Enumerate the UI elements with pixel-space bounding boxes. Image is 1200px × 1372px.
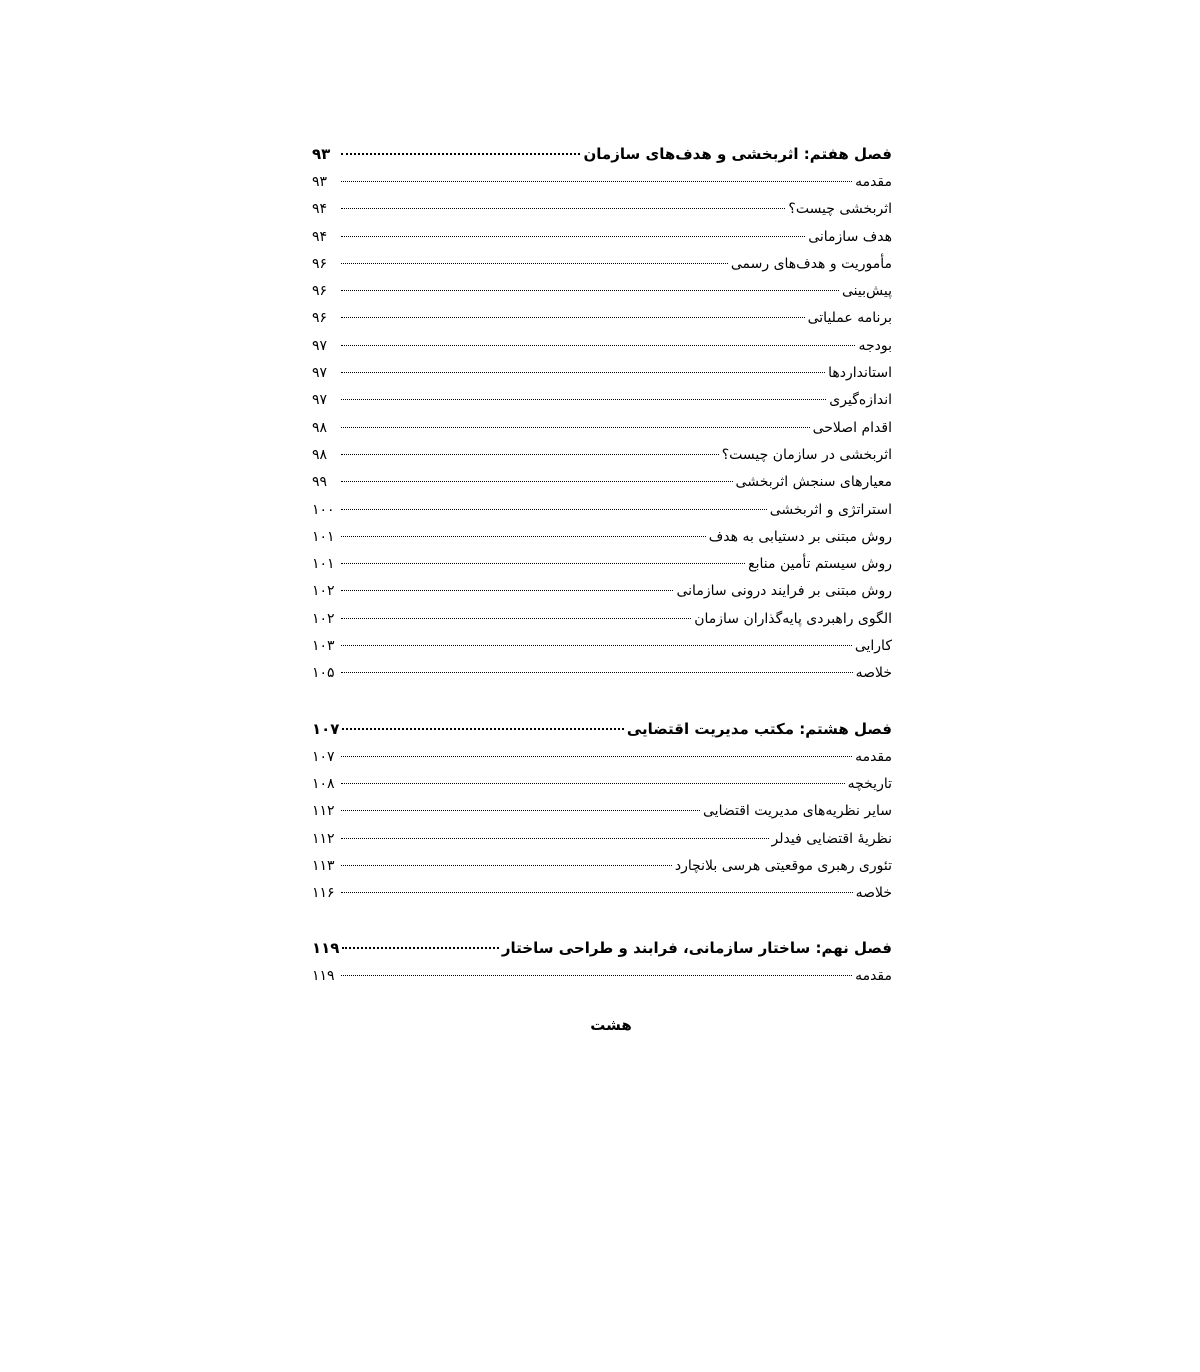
- chapter-heading: [312, 140, 892, 169]
- toc-section-chapter-7: [312, 140, 892, 688]
- dot-leader: [341, 975, 852, 976]
- dot-leader: [341, 865, 672, 866]
- toc-entry: [312, 196, 892, 223]
- dot-leader: [341, 345, 855, 346]
- toc-entry: [312, 278, 892, 305]
- entry-page-number: ۹۷: [312, 392, 328, 409]
- dot-leader: [341, 838, 769, 839]
- entry-page-number: ۹۳: [312, 174, 328, 190]
- chapter-page-number: ۱۱۹: [312, 939, 340, 958]
- entry-title: اثربخشی در سازمان چیست؟: [721, 446, 892, 463]
- dot-leader: [341, 783, 845, 784]
- dot-leader: [341, 317, 805, 318]
- dot-leader: [341, 153, 580, 155]
- chapter-heading: [312, 934, 892, 963]
- entry-title: خلاصه: [855, 665, 892, 682]
- dot-leader: [341, 481, 733, 482]
- entry-title: پیش‌بینی: [842, 283, 892, 300]
- toc-entry: [312, 551, 892, 578]
- table-of-contents: [312, 140, 892, 1018]
- toc-entry: [312, 415, 892, 442]
- entry-page-number: ۹۶: [312, 255, 328, 272]
- dot-leader: [341, 236, 805, 237]
- chapter-page-number: ۱۰۷: [312, 719, 340, 738]
- dot-leader: [341, 290, 839, 291]
- toc-entry: [312, 633, 892, 660]
- toc-entry: [312, 387, 892, 414]
- toc-entry: [312, 578, 892, 605]
- toc-entry: [312, 880, 892, 907]
- entry-page-number: ۱۱۹: [312, 968, 335, 985]
- entry-title: کارایی: [854, 638, 892, 655]
- toc-entry: [312, 333, 892, 360]
- toc-entry: [312, 305, 892, 332]
- toc-entry: [312, 251, 892, 278]
- entry-page-number: ۱۰۰: [312, 501, 335, 518]
- page-number-footer: هشت: [590, 1016, 632, 1034]
- chapter-title: فصل هشتم: مکتب مدیریت اقتضایی: [626, 719, 892, 738]
- entry-page-number: ۱۰۱: [312, 556, 335, 573]
- entry-title: تاریخچه: [847, 775, 892, 792]
- toc-entry: [312, 744, 892, 771]
- toc-entry: [312, 169, 892, 196]
- entry-title: هدف سازمانی: [808, 228, 892, 245]
- entry-page-number: ۱۰۵: [312, 665, 335, 682]
- entry-page-number: ۱۱۶: [312, 885, 335, 902]
- toc-entry: [312, 224, 892, 251]
- dot-leader: [341, 536, 706, 537]
- entry-title: بودجه: [858, 337, 892, 354]
- dot-leader: [341, 618, 691, 619]
- entry-title: روش مبتنی بر دستیابی به هدف: [708, 528, 892, 545]
- toc-entry: [312, 606, 892, 633]
- entry-page-number: ۱۰۸: [312, 775, 335, 792]
- dot-leader: [341, 563, 745, 564]
- entry-title: سایر نظریه‌های مدیریت اقتضایی: [703, 803, 892, 820]
- entry-title: معیارهای سنجش اثربخشی: [735, 474, 892, 491]
- toc-entry: [312, 826, 892, 853]
- dot-leader: [341, 756, 852, 757]
- entry-page-number: ۱۰۱: [312, 528, 335, 545]
- entry-title: اقدام اصلاحی: [812, 419, 892, 436]
- entry-page-number: ۹۷: [312, 365, 328, 382]
- entry-page-number: ۹۶: [312, 283, 328, 300]
- entry-title: اثربخشی چیست؟: [788, 201, 892, 218]
- entry-page-number: ۱۱۳: [312, 857, 335, 874]
- dot-leader: [341, 263, 728, 264]
- dot-leader: [341, 672, 853, 673]
- entry-page-number: ۹۴: [312, 228, 328, 245]
- toc-entry: [312, 360, 892, 387]
- entry-title: استراتژی و اثربخشی: [769, 501, 892, 518]
- entry-page-number: ۹۸: [312, 419, 328, 436]
- chapter-page-number: ۹۳: [312, 145, 331, 163]
- dot-leader: [342, 728, 623, 730]
- entry-page-number: ۱۰۷: [312, 748, 335, 765]
- entry-page-number: ۹۴: [312, 201, 328, 218]
- dot-leader: [341, 372, 825, 373]
- entry-page-number: ۹۸: [312, 446, 328, 463]
- entry-title: مقدمه: [855, 748, 892, 765]
- entry-page-number: ۹۷: [312, 337, 328, 354]
- chapter-title: فصل نهم: ساختار سازمانی، فرابند و طراحی ساختار: [501, 939, 892, 958]
- toc-entry: [312, 497, 892, 524]
- entry-page-number: ۹۹: [312, 474, 328, 491]
- entry-title: اندازه‌گیری: [829, 392, 892, 409]
- entry-page-number: ۱۱۲: [312, 803, 335, 820]
- dot-leader: [341, 399, 826, 400]
- entry-title: روش مبتنی بر فرایند درونی سازمانی: [676, 583, 892, 600]
- entry-page-number: ۱۱۲: [312, 830, 335, 847]
- toc-entry: [312, 660, 892, 687]
- toc-entry: [312, 963, 892, 990]
- entry-title: تئوری رهبری موقعیتی هرسی بلانچارد: [674, 857, 892, 874]
- entry-page-number: ۱۰۳: [312, 638, 335, 655]
- dot-leader: [341, 810, 700, 811]
- dot-leader: [341, 454, 719, 455]
- chapter-heading: [312, 715, 892, 744]
- toc-section-chapter-9: [312, 934, 892, 990]
- entry-page-number: ۹۶: [312, 310, 328, 327]
- toc-entry: [312, 469, 892, 496]
- entry-page-number: ۱۰۲: [312, 610, 335, 627]
- entry-title: نظریهٔ اقتضایی فیدلر: [771, 830, 892, 847]
- dot-leader: [341, 509, 767, 510]
- dot-leader: [341, 892, 853, 893]
- entry-title: مقدمه: [855, 968, 892, 985]
- entry-page-number: ۱۰۲: [312, 583, 335, 600]
- entry-title: مأموریت و هدف‌های رسمی: [730, 255, 892, 272]
- dot-leader: [341, 208, 785, 209]
- dot-leader: [342, 947, 498, 949]
- dot-leader: [341, 181, 852, 182]
- entry-title: خلاصه: [855, 885, 892, 902]
- entry-title: مقدمه: [855, 174, 892, 190]
- toc-entry: [312, 853, 892, 880]
- chapter-title: فصل هفتم: اثربخشی و هدف‌های سازمان: [583, 145, 892, 163]
- toc-entry: [312, 798, 892, 825]
- entry-title: روش سیستم تأمین منابع: [748, 556, 892, 573]
- dot-leader: [341, 590, 673, 591]
- toc-entry: [312, 524, 892, 551]
- toc-section-chapter-8: [312, 715, 892, 908]
- entry-title: برنامه عملیاتی: [807, 310, 892, 327]
- toc-entry: [312, 771, 892, 798]
- dot-leader: [341, 645, 852, 646]
- entry-title: استانداردها: [828, 365, 892, 382]
- dot-leader: [341, 427, 810, 428]
- entry-title: الگوی راهبردی پایه‌گذاران سازمان: [694, 610, 892, 627]
- toc-entry: [312, 442, 892, 469]
